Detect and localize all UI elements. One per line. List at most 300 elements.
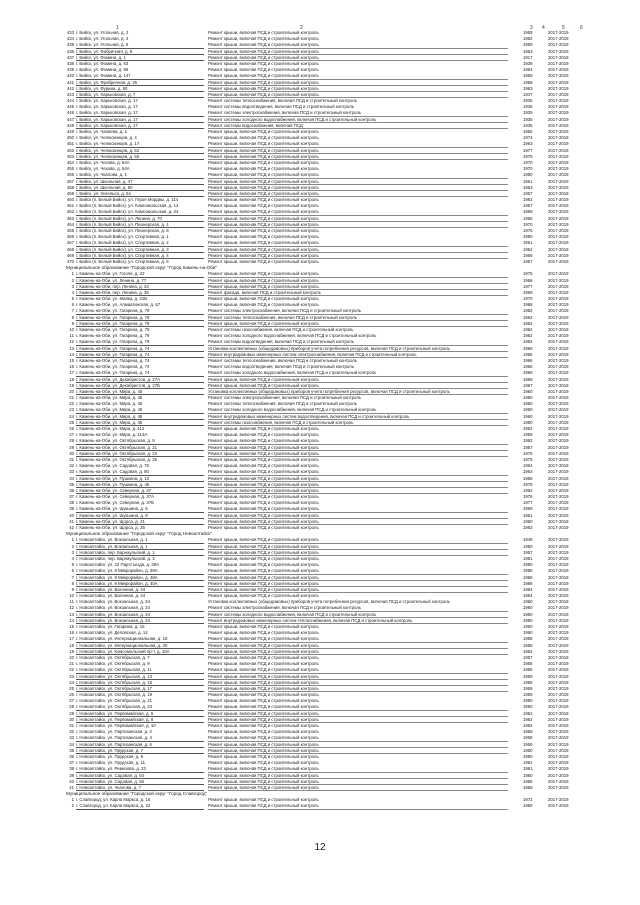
- address-cell: г. Камень-на-Оби, ул. Мира, д. 45: [76, 389, 204, 395]
- period-cell: 2017-2019: [548, 382, 569, 388]
- row-number: 2: [71, 803, 74, 809]
- work-type-cell: Ремонт крыши, включая ПСД и строительный контроль: [208, 686, 508, 692]
- year-built-cell: 1968: [523, 277, 533, 283]
- work-type-cell: Ремонт крыши, включая ПСД и строительный контроль: [208, 203, 508, 209]
- period-cell: 2017-2019: [548, 766, 569, 772]
- year-built-cell: 1935: [523, 116, 533, 122]
- period-cell: 2017-2019: [548, 685, 569, 691]
- period-cell: 2017-2019: [548, 753, 569, 759]
- row-number: 1: [71, 271, 74, 277]
- address-cell: г. Бийск, ул. Школьная, д. 47: [76, 179, 204, 185]
- address-cell: г. Камень-на-Оби, ул. Шукшина, д. 6: [76, 506, 204, 512]
- address-cell: г. Новоалтайск, ул. Чкалова, д. 7: [76, 785, 204, 791]
- address-cell: г. Новоалтайск, ул. Гагарина, д. 15: [76, 624, 204, 630]
- year-built-cell: 1988: [523, 580, 533, 586]
- year-built-cell: 1959: [523, 673, 533, 679]
- year-built-cell: 1935: [523, 104, 533, 110]
- period-cell: 2017-2019: [548, 79, 569, 85]
- row-number: 467: [66, 240, 74, 246]
- address-cell: г. Новоалтайск, ул. Партизанская, д. 2: [76, 729, 204, 735]
- row-number: 28: [69, 438, 74, 444]
- row-number: 27: [69, 698, 74, 704]
- work-type-cell: Ремонт крыши, включая ПСД и строительный контроль: [208, 735, 508, 741]
- address-cell: г. Новоалтайск, ул. Интернациональная, д. 20: [76, 643, 204, 649]
- period-cell: 2017-2019: [548, 296, 569, 302]
- work-type-cell: Ремонт крыши, включая ПСД и строительный контроль: [208, 377, 508, 383]
- period-cell: 2017-2019: [548, 456, 569, 462]
- period-cell: 2017-2019: [548, 314, 569, 320]
- period-cell: 2017-2019: [548, 537, 569, 543]
- row-number: 439: [66, 67, 74, 73]
- period-cell: 2017-2019: [548, 395, 569, 401]
- row-number: 32: [69, 463, 74, 469]
- year-built-cell: 1959: [523, 73, 533, 79]
- work-type-cell: Ремонт крыши, включая ПСД и строительный контроль: [208, 253, 508, 259]
- row-number: 10: [69, 327, 74, 332]
- row-number: 21: [69, 395, 74, 401]
- row-number: 10: [69, 593, 74, 599]
- year-built-cell: 1958: [523, 729, 533, 735]
- row-number: 25: [69, 419, 74, 425]
- period-cell: 2017-2019: [548, 438, 569, 444]
- address-cell: г. Камень-на-Оби, ул. Ленина, д. 77: [76, 278, 204, 284]
- year-built-cell: 1974: [523, 135, 533, 141]
- period-cell: 2017-2019: [548, 413, 569, 419]
- year-built-cell: 1960: [523, 518, 533, 524]
- work-type-cell: Ремонт крыши, включая ПСД и строительный контроль: [208, 209, 508, 215]
- address-cell: г. Камень-на-Оби, ул. Декабристов, д. 27Б: [76, 383, 204, 389]
- period-cell: 2017-2019: [548, 543, 569, 549]
- period-cell: 2017-2019: [548, 555, 569, 561]
- work-type-cell: Ремонт крыши, включая ПСД и строительный контроль: [208, 463, 508, 469]
- address-cell: г. Бийск (п. Белый Бийск), ул. Пионерская, д. 4: [76, 222, 204, 228]
- row-number: 31: [69, 456, 74, 462]
- work-type-cell: Ремонт крыши, включая ПСД и строительный контроль: [208, 723, 508, 729]
- address-cell: г. Бийск (п. Белый Бийск), ул. Комсомольская, д. 24: [76, 209, 204, 215]
- address-cell: г. Бийск, ул. Чкалова, д. 1: [76, 172, 204, 178]
- work-type-cell: Ремонт системы газоснабжения, включая ПСД и строительный контроль: [208, 420, 508, 426]
- row-number: 442: [66, 85, 74, 91]
- address-cell: г. Бийск, ул. Энгельса, д. 54: [76, 191, 204, 197]
- period-cell: 2017-2019: [548, 494, 569, 500]
- period-cell: 2017-2019: [548, 735, 569, 741]
- row-number: 433: [66, 30, 74, 35]
- period-cell: 2017-2019: [548, 630, 569, 636]
- period-cell: 2017-2019: [548, 636, 569, 642]
- row-number: 38: [69, 766, 74, 772]
- period-cell: 2017-2019: [548, 339, 569, 345]
- period-cell: 2017-2019: [548, 172, 569, 178]
- row-number: 447: [66, 116, 74, 122]
- year-built-cell: 1917: [523, 54, 533, 60]
- work-type-cell: Ремонт крыши, включая ПСД и строительный контроль: [208, 550, 508, 556]
- period-cell: 2017-2019: [548, 747, 569, 753]
- year-built-cell: 1960: [523, 753, 533, 759]
- year-built-cell: 1958: [523, 679, 533, 685]
- year-built-cell: 1966: [523, 345, 533, 351]
- address-cell: г. Бийск, ул. Фомина, д. 1: [76, 55, 204, 61]
- work-type-cell: Ремонт крыши, включая ПСД и строительный контроль: [208, 525, 508, 531]
- year-built-cell: 1958: [523, 667, 533, 673]
- work-type-cell: Ремонт крыши, включая ПСД и строительный контроль: [208, 36, 508, 42]
- row-number: 29: [69, 444, 74, 450]
- year-built-cell: 1966: [523, 351, 533, 357]
- work-type-cell: Ремонт крыши, включая ПСД и строительный контроль: [208, 55, 508, 61]
- address-cell: г. Камень-на-Оби, ул. Гагарина, д. 79: [76, 308, 204, 314]
- address-cell: г. Бийск, ул. Угольная, д. 2: [76, 30, 204, 36]
- work-type-cell: Ремонт крыши, включая ПСД и строительный контроль: [208, 259, 508, 265]
- year-built-cell: 1935: [523, 110, 533, 116]
- year-built-cell: 1975: [523, 456, 533, 462]
- address-cell: г. Камень-на-Оби, ул. Мира, д. 45: [76, 414, 204, 420]
- work-type-cell: Ремонт крыши, включая ПСД и строительный контроль: [208, 624, 508, 630]
- work-type-cell: Ремонт крыши, включая ПСД и строительный контроль: [208, 568, 508, 574]
- row-number: 28: [69, 704, 74, 710]
- year-built-cell: 1962: [523, 197, 533, 203]
- period-cell: 2017-2019: [548, 159, 569, 165]
- period-cell: 2017-2019: [548, 673, 569, 679]
- year-built-cell: 1962: [523, 308, 533, 314]
- period-cell: 2017-2019: [548, 184, 569, 190]
- period-cell: 2017-2019: [548, 203, 569, 209]
- address-cell: г. Камень-на-Оби, ул. Гагарина, д. 79: [76, 321, 204, 327]
- period-cell: 2017-2019: [548, 240, 569, 246]
- section-title: Муниципальное образование "Городской округ "Город Славгород": [66, 791, 208, 797]
- year-built-cell: 1960: [523, 747, 533, 753]
- row-number: 435: [66, 42, 74, 48]
- period-cell: 2017-2019: [548, 661, 569, 667]
- year-built-cell: 1960: [523, 617, 533, 623]
- year-built-cell: 1960: [523, 803, 533, 809]
- period-cell: 2017-2019: [548, 580, 569, 586]
- work-type-cell: Ремонт крыши, включая ПСД и строительный контроль: [208, 630, 508, 636]
- address-cell: г. Новоалтайск, ул. Октябрьская, д. 15: [76, 680, 204, 686]
- year-built-cell: 1964: [523, 67, 533, 73]
- year-built-cell: 1957: [523, 190, 533, 196]
- period-cell: 2017-2019: [548, 586, 569, 592]
- address-cell: г. Камень-на-Оби, ул. Пушкина, д. 46: [76, 482, 204, 488]
- row-number: 1: [71, 797, 74, 803]
- row-number: 23: [69, 407, 74, 413]
- period-cell: 2017-2019: [548, 85, 569, 91]
- year-built-cell: 1963: [523, 141, 533, 147]
- year-built-cell: 1969: [523, 289, 533, 295]
- period-cell: 2017-2019: [548, 283, 569, 289]
- row-number: 440: [66, 73, 74, 79]
- work-type-cell: Ремонт крыши, включая ПСД и строительный контроль: [208, 172, 508, 178]
- column-header-1: 1: [116, 25, 119, 31]
- row-number: 441: [66, 79, 74, 85]
- year-built-cell: 1979: [523, 153, 533, 159]
- period-cell: 2017-2019: [548, 772, 569, 778]
- period-cell: 2017-2019: [548, 704, 569, 710]
- work-type-cell: Ремонт крыши, включая ПСД и строительный контроль: [208, 742, 508, 748]
- row-number: 448: [66, 122, 74, 128]
- work-type-cell: Ремонт системы теплоснабжения, включая ПСД и строительный контроль: [208, 401, 508, 407]
- period-cell: 2017-2019: [548, 48, 569, 54]
- year-built-cell: 1972: [523, 797, 533, 803]
- row-number: 34: [69, 475, 74, 481]
- work-type-cell: Ремонт системы водоснабжения, включая ПСД: [208, 123, 508, 129]
- row-number: 459: [66, 190, 74, 196]
- period-cell: 2017-2019: [548, 692, 569, 698]
- address-cell: г. Новоалтайск, ул. Первомайская, д. 6: [76, 711, 204, 717]
- work-type-cell: Ремонт крыши, включая ПСД и строительный контроль: [208, 649, 508, 655]
- period-cell: 2017-2019: [548, 388, 569, 394]
- work-type-cell: Ремонт крыши, включая ПСД и строительный контроль: [208, 581, 508, 587]
- row-number: 464: [66, 221, 74, 227]
- period-cell: 2017-2019: [548, 469, 569, 475]
- row-number: 6: [71, 302, 74, 308]
- period-cell: 2017-2019: [548, 506, 569, 512]
- year-built-cell: 1966: [523, 370, 533, 376]
- address-cell: г. Бийск, ул. Угольная, д. 4: [76, 36, 204, 42]
- row-number: 30: [69, 716, 74, 722]
- year-built-cell: 1958: [523, 642, 533, 648]
- year-built-cell: 1949: [523, 537, 533, 543]
- row-number: 2: [71, 543, 74, 549]
- row-number: 9: [71, 320, 74, 326]
- work-type-cell: Ремонт крыши, включая ПСД и строительный контроль: [208, 92, 508, 98]
- work-type-cell: Ремонт крыши, включая ПСД и строительный контроль: [208, 729, 508, 735]
- address-cell: г. Новоалтайск, ул. Октябрьская, д. 23: [76, 704, 204, 710]
- address-cell: г. Камень-на-Оби, ул. Северная, д. 37Б: [76, 500, 204, 506]
- work-type-cell: Ремонт крыши, включая ПСД и строительный контроль: [208, 432, 508, 438]
- period-cell: 2017-2019: [548, 512, 569, 518]
- period-cell: 2017-2019: [548, 419, 569, 425]
- period-cell: 2017-2019: [548, 147, 569, 153]
- work-type-cell: Ремонт крыши, включая ПСД и строительный контроль: [208, 537, 508, 543]
- row-number: 39: [69, 506, 74, 512]
- period-cell: 2017-2019: [548, 624, 569, 629]
- work-type-cell: Ремонт внутридомовых инженерных систем теплоснабжения, включая ПСД и строительный контроль: [208, 618, 508, 624]
- row-number: 5: [71, 296, 74, 302]
- year-built-cell: 1962: [523, 314, 533, 320]
- address-cell: г. Камень-на-Оби, ул. Гагарина, д. 79: [76, 333, 204, 339]
- year-built-cell: 1977: [523, 283, 533, 289]
- row-number: 41: [69, 518, 74, 524]
- period-cell: 2017-2019: [548, 574, 569, 580]
- period-cell: 2017-2019: [548, 308, 569, 314]
- period-cell: 2017-2019: [548, 215, 569, 221]
- period-cell: 2017-2019: [548, 277, 569, 283]
- address-cell: г. Камень-на-Оби, ул. Шукшина, д. 8: [76, 513, 204, 519]
- work-type-cell: Ремонт крыши, включая ПСД и строительный контроль: [208, 593, 508, 599]
- address-cell: г. Бийск, ул. Челюскинцев, д. 17: [76, 141, 204, 147]
- year-built-cell: 1963: [523, 48, 533, 54]
- year-built-cell: 1960: [523, 395, 533, 401]
- year-built-cell: 1963: [523, 85, 533, 91]
- work-type-cell: Ремонт крыши, включая ПСД и строительный контроль: [208, 148, 508, 154]
- address-cell: г. Бийск, ул. Фомина, д. 86: [76, 67, 204, 73]
- period-cell: 2017-2019: [548, 228, 569, 233]
- address-cell: г. Бийск (п. Белый Бийск), ул. Спортивная, д. 4: [76, 253, 204, 259]
- address-cell: г. Камень-на-Оби, ул. Октябрьская, д. 25: [76, 457, 204, 463]
- address-cell: г. Новоалтайск, ул. 8 Микрорайон, д. 39А: [76, 568, 204, 574]
- address-cell: г. Новоалтайск, ул. Октябрьская, д. 11: [76, 667, 204, 673]
- address-cell: г. Камень-на-Оби, ул. Гагарина, д. 74: [76, 352, 204, 358]
- work-type-cell: Ремонт крыши, включая ПСД и строительный контроль: [208, 166, 508, 172]
- year-built-cell: 1975: [523, 450, 533, 456]
- period-cell: 2017-2019: [548, 110, 569, 116]
- work-type-cell: Ремонт крыши, включая ПСД и строительный контроль: [208, 482, 508, 488]
- row-number: 35: [69, 481, 74, 487]
- work-type-cell: Ремонт системы холодного водоснабжения, включая ПСД и строительный контроль: [208, 370, 508, 376]
- row-number: 23: [69, 673, 74, 679]
- work-type-cell: Ремонт крыши, включая ПСД и строительный контроль: [208, 667, 508, 673]
- row-number: 14: [69, 351, 74, 357]
- period-cell: 2017-2019: [548, 60, 569, 66]
- address-cell: г. Бийск, ул. Чехова, д. 64А: [76, 160, 204, 166]
- period-cell: 2017-2019: [548, 234, 569, 240]
- row-number: 458: [66, 184, 74, 190]
- period-cell: 2017-2019: [548, 104, 569, 110]
- year-built-cell: 1961: [523, 555, 533, 561]
- work-type-cell: Ремонт крыши, включая ПСД и строительный контроль: [208, 191, 508, 197]
- year-built-cell: 1947: [523, 91, 533, 97]
- year-built-cell: 1957: [523, 654, 533, 660]
- period-cell: 2017-2019: [548, 289, 569, 295]
- year-built-cell: 1935: [523, 98, 533, 104]
- year-built-cell: 1967: [523, 382, 533, 388]
- work-type-cell: Ремонт крыши, включая ПСД и строительный контроль: [208, 636, 508, 642]
- year-built-cell: 1962: [523, 333, 533, 339]
- year-built-cell: 1958: [523, 79, 533, 85]
- period-cell: 2017-2019: [548, 432, 569, 438]
- period-cell: 2017-2019: [548, 784, 569, 790]
- address-cell: г. Новоалтайск, ул. Садовая, д. 56: [76, 779, 204, 785]
- year-built-cell: 1938: [523, 60, 533, 66]
- address-cell: г. Камень-на-Оби, ул. Октябрьская, д. 9: [76, 438, 204, 444]
- row-number: 11: [69, 599, 74, 605]
- address-cell: г. Камень-на-Оби, ул. Мира, д. 113А: [76, 432, 204, 438]
- work-type-cell: Ремонт крыши, включая ПСД и строительный контроль: [208, 698, 508, 704]
- period-cell: 2017-2019: [548, 487, 569, 493]
- row-number: 13: [69, 345, 74, 351]
- year-built-cell: 1960: [523, 624, 533, 629]
- row-number: 16: [69, 364, 74, 370]
- address-cell: г. Новоалтайск, пер. Барнаульский, д. 1: [76, 550, 204, 556]
- table-row: [60, 803, 600, 809]
- row-number: 39: [69, 772, 74, 778]
- year-built-cell: 1961: [523, 710, 533, 716]
- work-type-cell: Ремонт системы водоотведения, включая ПСД и строительный контроль: [208, 364, 508, 370]
- work-type-cell: Ремонт крыши, включая ПСД и строительный контроль: [208, 160, 508, 166]
- work-type-cell: Ремонт крыши, включая ПСД и строительный контроль: [208, 135, 508, 141]
- row-number: 445: [66, 104, 74, 110]
- period-cell: 2017-2019: [548, 450, 569, 456]
- period-cell: 2017-2019: [548, 475, 569, 481]
- address-cell: г. Бийск (п. Белый Бийск), ул. Спортивная, д. 5: [76, 259, 204, 265]
- address-cell: г. Новоалтайск, ул. Октябрьская, д. 7: [76, 655, 204, 661]
- year-built-cell: 1977: [523, 500, 533, 506]
- row-number: 33: [69, 735, 74, 741]
- row-number: 3: [71, 283, 74, 289]
- work-type-cell: Ремонт крыши, включая ПСД и строительный контроль: [208, 779, 508, 785]
- column-header-3: 3: [530, 25, 533, 31]
- row-number: 33: [69, 469, 74, 475]
- period-cell: 2017-2019: [548, 209, 569, 215]
- work-type-cell: Ремонт системы водоотведения, включая ПСД и строительный контроль: [208, 339, 508, 345]
- address-cell: г. Камень-на-Оби, ул. Щорса, д. 25: [76, 525, 204, 531]
- year-built-cell: 1962: [523, 36, 533, 42]
- work-type-cell: Ремонт фасада, включая ПСД и строительный контроль: [208, 290, 508, 296]
- address-cell: г. Бийск, ул. Фрабричная, д. 25: [76, 80, 204, 86]
- row-number: 465: [66, 228, 74, 233]
- period-cell: 2017-2019: [548, 166, 569, 172]
- work-type-cell: Ремонт крыши, включая ПСД и строительный контроль: [208, 803, 508, 809]
- row-number: 15: [69, 624, 74, 629]
- address-cell: г. Камень-на-Оби, пер. Ленина, д. 35: [76, 290, 204, 296]
- period-cell: 2017-2019: [548, 271, 569, 277]
- work-type-cell: Ремонт системы холодного водоснабжения, включая ПСД и строительный контроль: [208, 117, 508, 123]
- row-number: 12: [69, 605, 74, 611]
- year-built-cell: 1963: [523, 469, 533, 475]
- work-type-cell: Ремонт системы электроснабжения, включая ПСД и строительный контроль: [208, 395, 508, 401]
- work-type-cell: Ремонт крыши, включая ПСД и строительный контроль: [208, 271, 508, 277]
- year-built-cell: 1977: [523, 147, 533, 153]
- year-built-cell: 1961: [523, 240, 533, 246]
- row-number: 21: [69, 661, 74, 667]
- address-cell: г. Камень-на-Оби, ул. Северная, д. 37: [76, 488, 204, 494]
- period-cell: 2017-2019: [548, 679, 569, 685]
- work-type-cell: Ремонт крыши, включая ПСД и строительный контроль: [208, 383, 508, 389]
- row-number: 40: [69, 512, 74, 518]
- period-cell: 2017-2019: [548, 549, 569, 555]
- period-cell: 2017-2019: [548, 30, 569, 35]
- work-type-cell: Ремонт крыши, включая ПСД и строительный контроль: [208, 785, 508, 791]
- row-number: 20: [69, 388, 74, 394]
- year-built-cell: 1970: [523, 159, 533, 165]
- row-number: 22: [69, 667, 74, 673]
- work-type-cell: Ремонт крыши, включая ПСД и строительный контроль: [208, 30, 508, 36]
- row-number: 450: [66, 135, 74, 141]
- year-built-cell: 1985: [523, 568, 533, 574]
- year-built-cell: 1964: [523, 586, 533, 592]
- year-built-cell: 1962: [523, 426, 533, 431]
- address-cell: г. Новоалтайск, ул. Октябрьская, д. 21: [76, 698, 204, 704]
- work-type-cell: Ремонт системы холодного водоснабжения, включая ПСД и строительный контроль: [208, 612, 508, 618]
- row-number: 449: [66, 129, 74, 134]
- period-cell: 2017-2019: [548, 67, 569, 73]
- year-built-cell: 1967: [523, 203, 533, 209]
- year-built-cell: 1958: [523, 778, 533, 784]
- year-built-cell: 1976: [523, 228, 533, 233]
- address-cell: г. Камень-на-Оби, ул. Гагарина, д. 74: [76, 358, 204, 364]
- address-cell: г. Новоалтайск, ул. Вокзальная, д. 1: [76, 537, 204, 543]
- period-cell: 2017-2019: [548, 327, 569, 332]
- row-number: 19: [69, 648, 74, 654]
- row-number: 36: [69, 487, 74, 493]
- work-type-cell: Ремонт крыши, включая ПСД и строительный контроль: [208, 469, 508, 475]
- year-built-cell: 1960: [523, 704, 533, 710]
- address-cell: г. Камень-на-Оби, ул. Мира, д. 45: [76, 401, 204, 407]
- address-cell: г. Новоалтайск, ул. Вокзальная, д. 34: [76, 605, 204, 611]
- row-number: 469: [66, 252, 74, 258]
- period-cell: 2017-2019: [548, 197, 569, 203]
- row-number: 15: [69, 357, 74, 363]
- row-number: 4: [71, 289, 74, 295]
- year-built-cell: 1950: [523, 543, 533, 549]
- year-built-cell: 1950: [523, 172, 533, 178]
- row-number: 11: [69, 333, 74, 339]
- column-header-6: 6: [580, 25, 583, 31]
- address-cell: г. Бийск, ул. Харьковская, д. 17: [76, 123, 204, 129]
- address-cell: г. Новоалтайск, ул. Прудская, д. 9: [76, 754, 204, 760]
- address-cell: г. Камень-на-Оби, ул. Гагарина, д. 79: [76, 327, 204, 333]
- row-number: 454: [66, 159, 74, 165]
- address-cell: г. Новоалтайск, ул. Ремизова, д. 23: [76, 766, 204, 772]
